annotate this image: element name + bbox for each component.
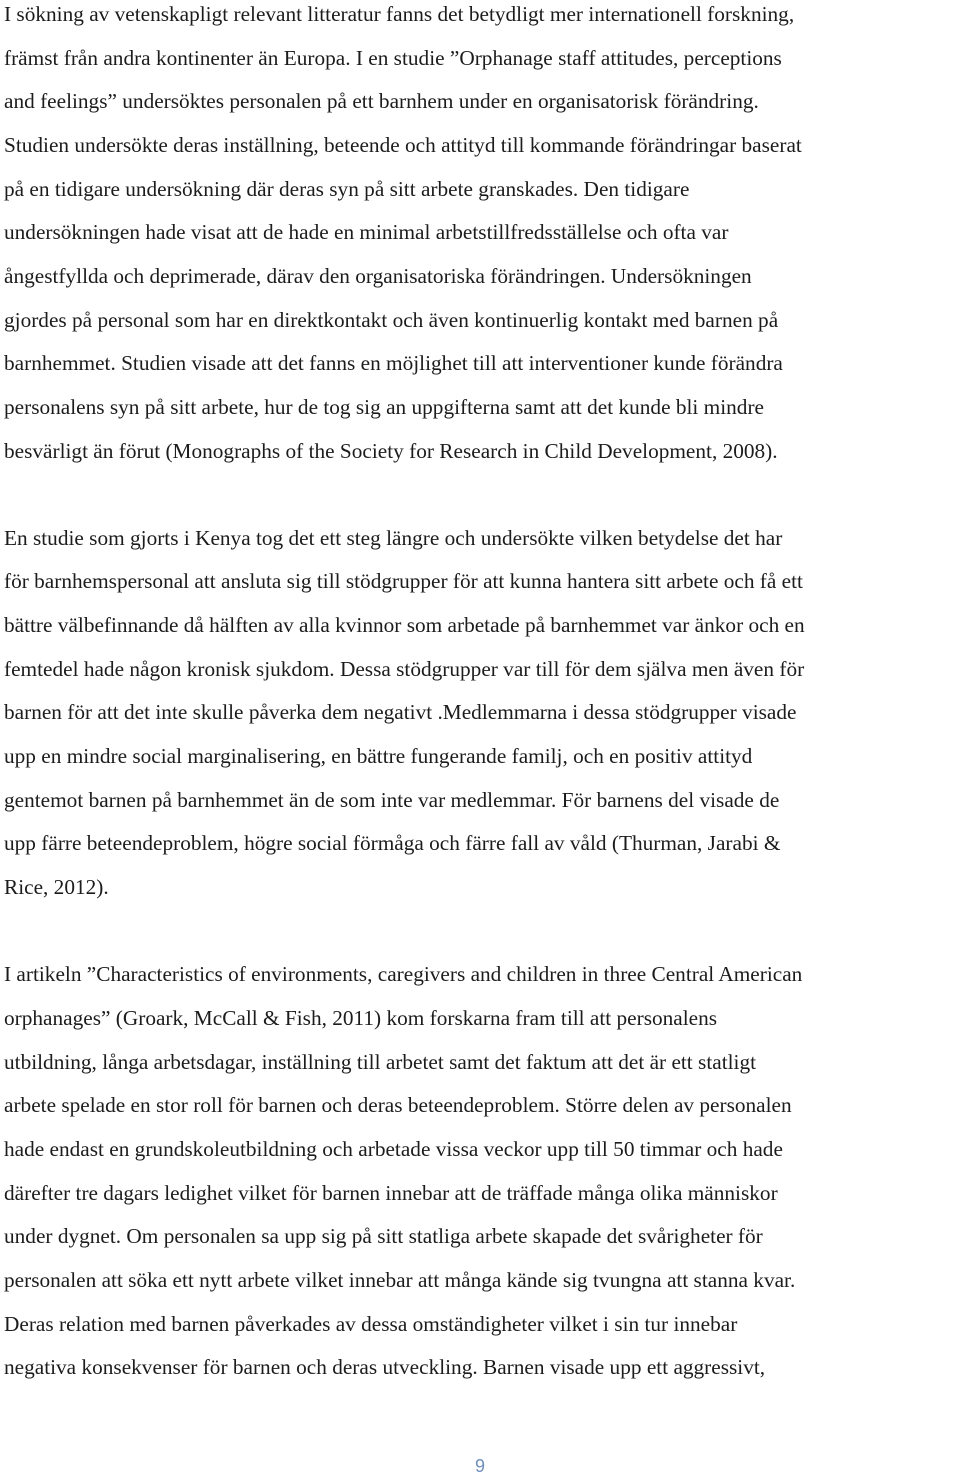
text-line: hade endast en grundskoleutbildning och arbetade vissa veckor upp till 50 timmar och hade [4,1136,783,1161]
text-line: barnhemmet. Studien visade att det fanns en möjlighet till att interventioner kunde förändra [4,351,783,376]
text-line: femtedel hade någon kronisk sjukdom. Dessa stödgrupper var till för dem själva men även för [4,656,805,681]
text-line: barnen för att det inte skulle påverka dem negativt .Medlemmarna i dessa stödgrupper visade [4,700,797,725]
text-line: besvärligt än förut (Monographs of the Society for Research in Child Development, 2008). [4,438,778,463]
text-line: negativa konsekvenser för barnen och deras utveckling. Barnen visade upp ett aggressivt, [4,1355,766,1380]
text-line: and feelings” undersöktes personalen på ett barnhem under en organisatorisk förändring. [4,89,759,114]
text-line: En studie som gjorts i Kenya tog det ett steg längre och undersökte vilken betydelse det har [4,525,783,550]
text-line: därefter tre dagars ledighet vilket för barnen innebar att de träffade många olika människor [4,1180,778,1205]
text-line: bättre välbefinnande då hälften av alla kvinnor som arbetade på barnhemmet var änkor och en [4,613,805,638]
text-line: I artikeln ”Characteristics of environments, caregivers and children in three Central American [4,962,803,987]
text-line: upp en mindre social marginalisering, en bättre fungerande familj, och en positiv attityd [4,744,753,769]
text-line: Studien undersökte deras inställning, beteende och attityd till kommande förändringar baserat [4,132,802,157]
text-line: personalen att söka ett nytt arbete vilket innebar att många kände sig tvungna att stanna kvar. [4,1267,796,1292]
text-line: främst från andra kontinenter än Europa. I en studie ”Orphanage staff attitudes, perceptions [4,45,782,70]
text-line: utbildning, långa arbetsdagar, inställning till arbetet samt det faktum att det är ett statligt [4,1049,757,1074]
text-line: gjordes på personal som har en direktkontakt och även kontinuerlig kontakt med barnen på [4,307,779,332]
text-line: personalens syn på sitt arbete, hur de tog sig an uppgifterna samt att det kunde bli mindre [4,394,764,419]
text-line: I sökning av vetenskapligt relevant litteratur fanns det betydligt mer internationell forskning, [4,2,795,26]
text-line: ångestfyllda och deprimerade, därav den organisatoriska förändringen. Undersökningen [4,263,752,288]
text-line: på en tidigare undersökning där deras syn på sitt arbete granskades. Den tidigare [4,176,690,201]
text-line: gentemot barnen på barnhemmet än de som inte var medlemmar. För barnens del visade de [4,787,780,812]
text-line: orphanages” (Groark, McCall & Fish, 2011) kom forskarna fram till att personalens [4,1005,718,1030]
text-line: undersökningen hade visat att de hade en minimal arbetstillfredsställelse och ofta var [4,220,729,245]
page-number: 9 [474,1456,485,1476]
text-line: Rice, 2012). [4,875,109,899]
text-line: för barnhemspersonal att ansluta sig till stödgrupper för att kunna hantera sitt arbete och få ett [4,569,803,594]
text-line: upp färre beteendeproblem, högre social förmåga och färre fall av våld (Thurman, Jarabi & [4,831,781,856]
text-line: arbete spelade en stor roll för barnen och deras beteendeproblem. Större delen av personalen [4,1093,792,1118]
text-line: under dygnet. Om personalen sa upp sig på sitt statliga arbete skapade det svårigheter för [4,1224,763,1249]
text-line: Deras relation med barnen påverkades av dessa omständigheter vilket i sin tur innebar [4,1311,738,1336]
